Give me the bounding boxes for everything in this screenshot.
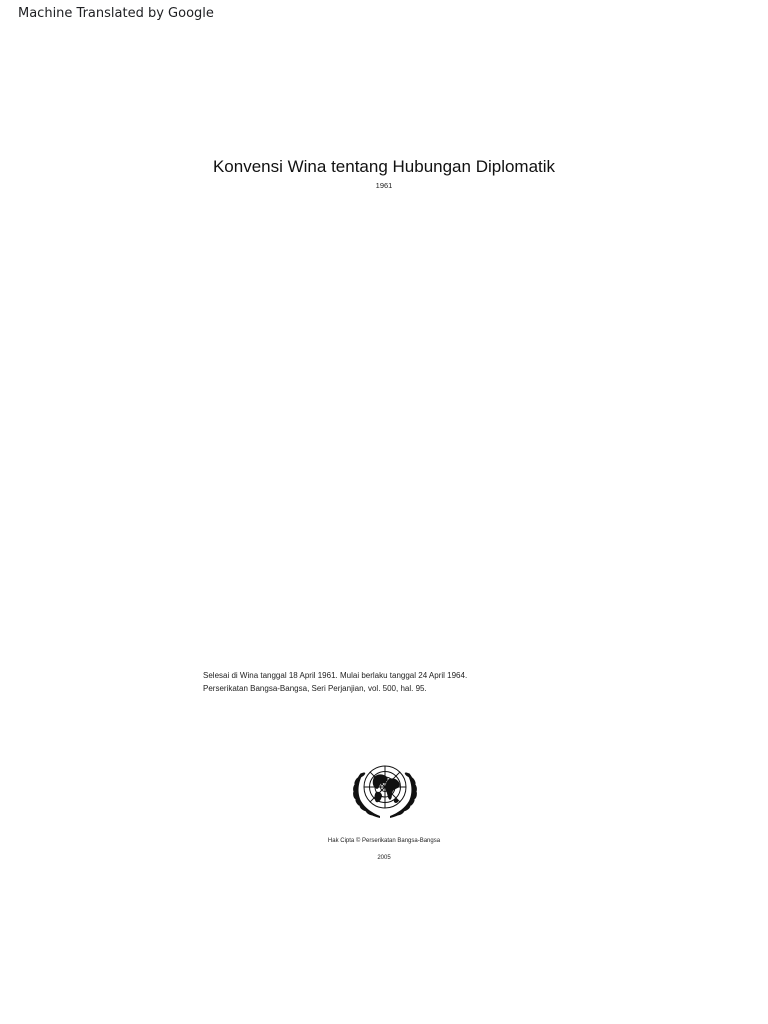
treaty-info-line-series: Perserikatan Bangsa-Bangsa, Seri Perjanjian, vol. 500, hal. 95. [203, 684, 427, 693]
document-title: Konvensi Wina tentang Hubungan Diplomatik [212, 157, 556, 176]
machine-translated-banner: Machine Translated by Google [18, 6, 214, 21]
copyright-year: 2005 [377, 855, 391, 861]
un-emblem-icon [349, 755, 421, 821]
copyright-notice: Hak Cipta © Perserikatan Bangsa-Bangsa [327, 838, 441, 844]
treaty-info-line-concluded: Selesai di Wina tanggal 18 April 1961. Mulai berlaku tanggal 24 April 1964. [203, 671, 468, 680]
treaty-info [203, 669, 467, 695]
document-year: 1961 [375, 181, 393, 190]
